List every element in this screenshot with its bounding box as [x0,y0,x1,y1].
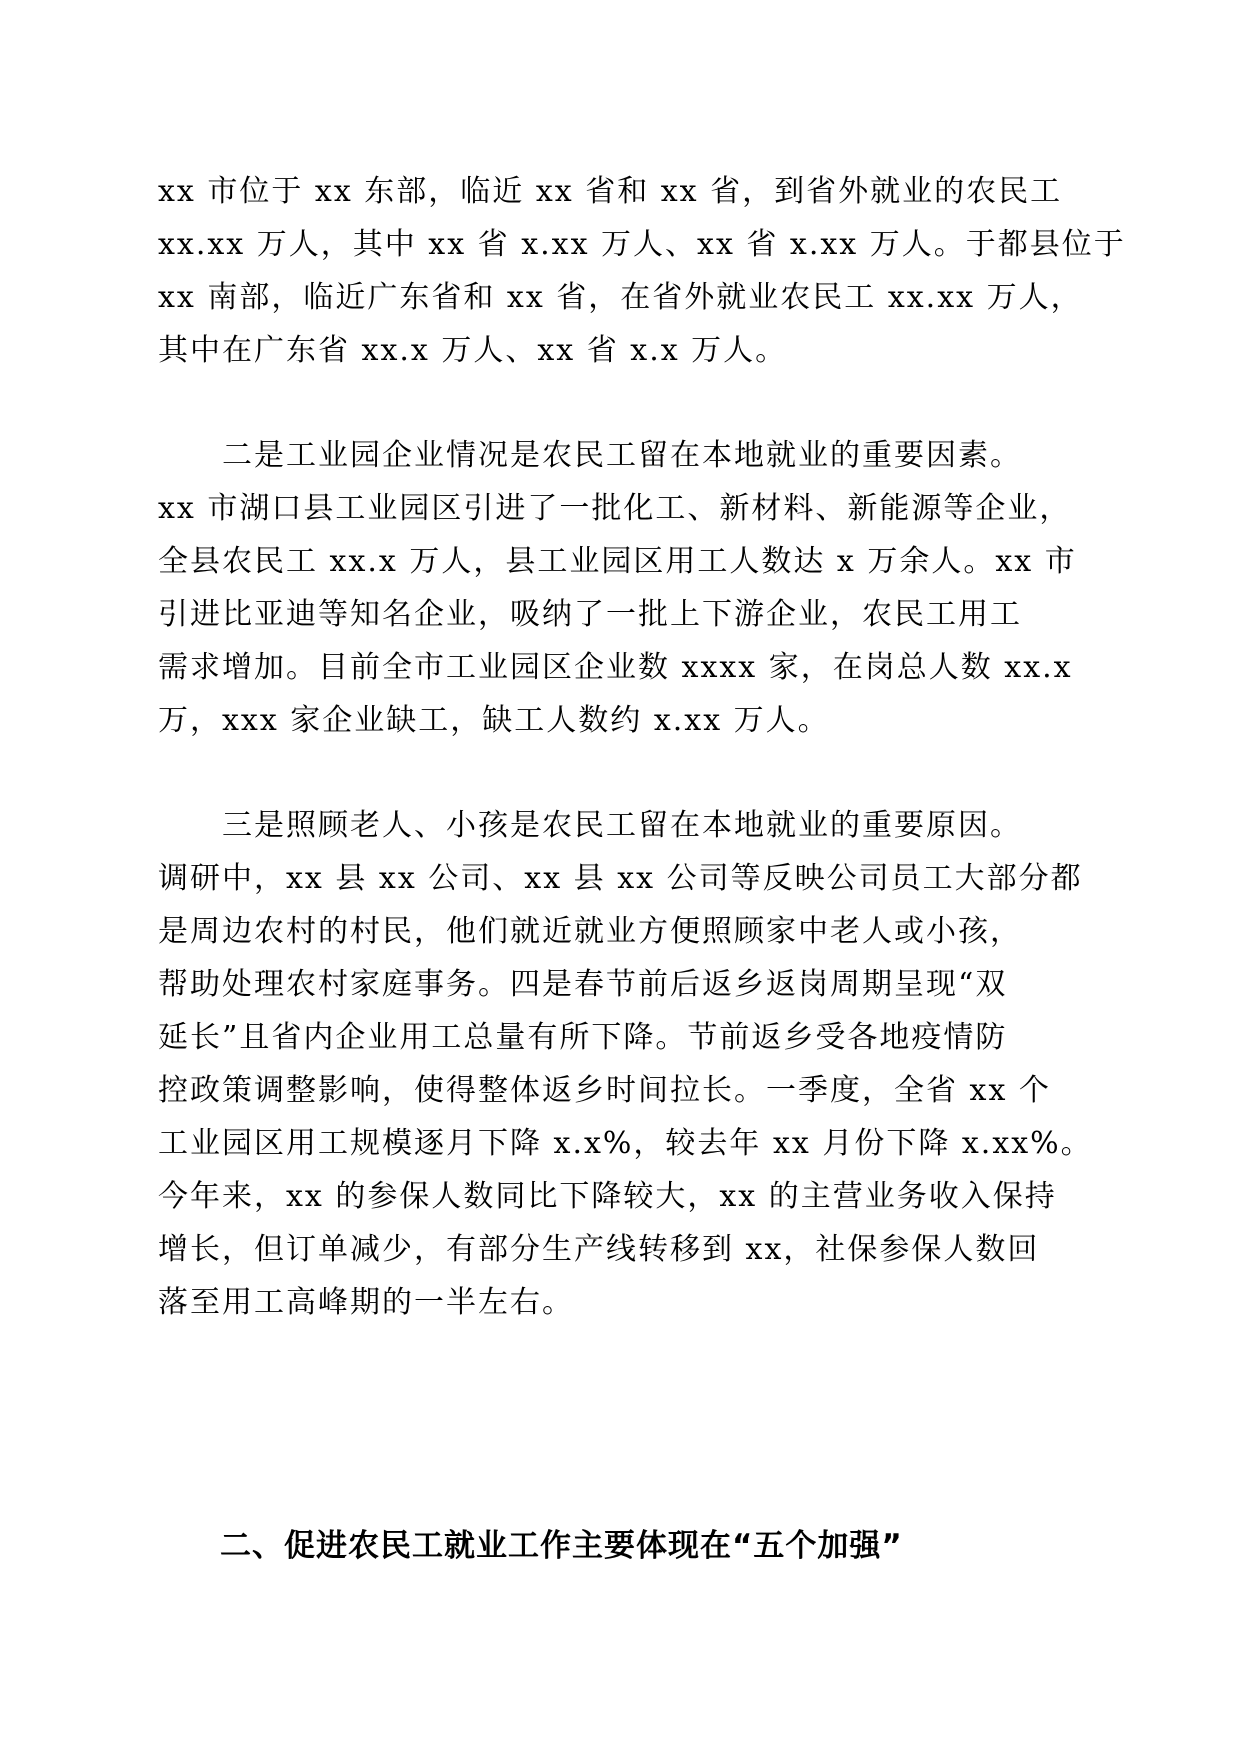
paragraph-line: 万，xxx 家企业缺工，缺工人数约 x.xx 万人。 [158,703,830,738]
paragraph-line: xx 市位于 xx 东部，临近 xx 省和 xx 省，到省外就业的农民工 [158,174,1063,209]
paragraph-2 [158,429,1083,747]
paragraph-line: xx.xx 万人，其中 xx 省 x.xx 万人、xx 省 x.xx 万人。于都县位于 [158,227,1126,262]
paragraph-line: 增长，但订单减少，有部分生产线转移到 xx，社保参保人数回 [158,1232,1040,1267]
paragraph-line: xx 南部，临近广东省和 xx 省，在省外就业农民工 xx.xx 万人， [158,280,1083,315]
paragraph-line: 延长”且省内企业用工总量有所下降。节前返乡受各地疫情防 [158,1020,1008,1055]
paragraph-line: 二是工业园企业情况是农民工留在本地就业的重要因素。 [158,438,1022,473]
paragraph-line: 帮助处理农村家庭事务。四是春节前后返乡返岗周期呈现“双 [158,967,1008,1002]
paragraph-line: 今年来，xx 的参保人数同比下降较大，xx 的主营业务收入保持 [158,1179,1057,1214]
paragraph-line: 引进比亚迪等知名企业，吸纳了一批上下游企业，农民工用工 [158,597,1022,632]
paragraph-line: 工业园区用工规模逐月下降 x.x%，较去年 xx 月份下降 x.xx%。 [158,1126,1093,1161]
paragraph-3 [158,799,1093,1329]
paragraph-line: 落至用工高峰期的一半左右。 [158,1285,574,1320]
paragraph-line: 需求增加。目前全市工业园区企业数 xxxx 家，在岗总人数 xx.x [158,650,1073,685]
section-heading: 二、促进农民工就业工作主要体现在“五个加强” [220,1528,903,1564]
paragraph-line: 三是照顾老人、小孩是农民工留在本地就业的重要原因。 [158,808,1022,843]
paragraph-line: 控政策调整影响，使得整体返乡时间拉长。一季度，全省 xx 个 [158,1073,1051,1108]
paragraph-line: 其中在广东省 xx.x 万人、xx 省 x.x 万人。 [158,333,788,368]
paragraph-line: 是周边农村的村民，他们就近就业方便照顾家中老人或小孩， [158,914,1022,949]
paragraph-line: xx 市湖口县工业园区引进了一批化工、新材料、新能源等企业， [158,491,1072,526]
paragraph-line: 全县农民工 xx.x 万人，县工业园区用工人数达 x 万余人。xx 市 [158,544,1077,579]
paragraph-line: 调研中，xx 县 xx 公司、xx 县 xx 公司等反映公司员工大部分都 [158,861,1083,896]
paragraph-1 [158,165,1126,377]
